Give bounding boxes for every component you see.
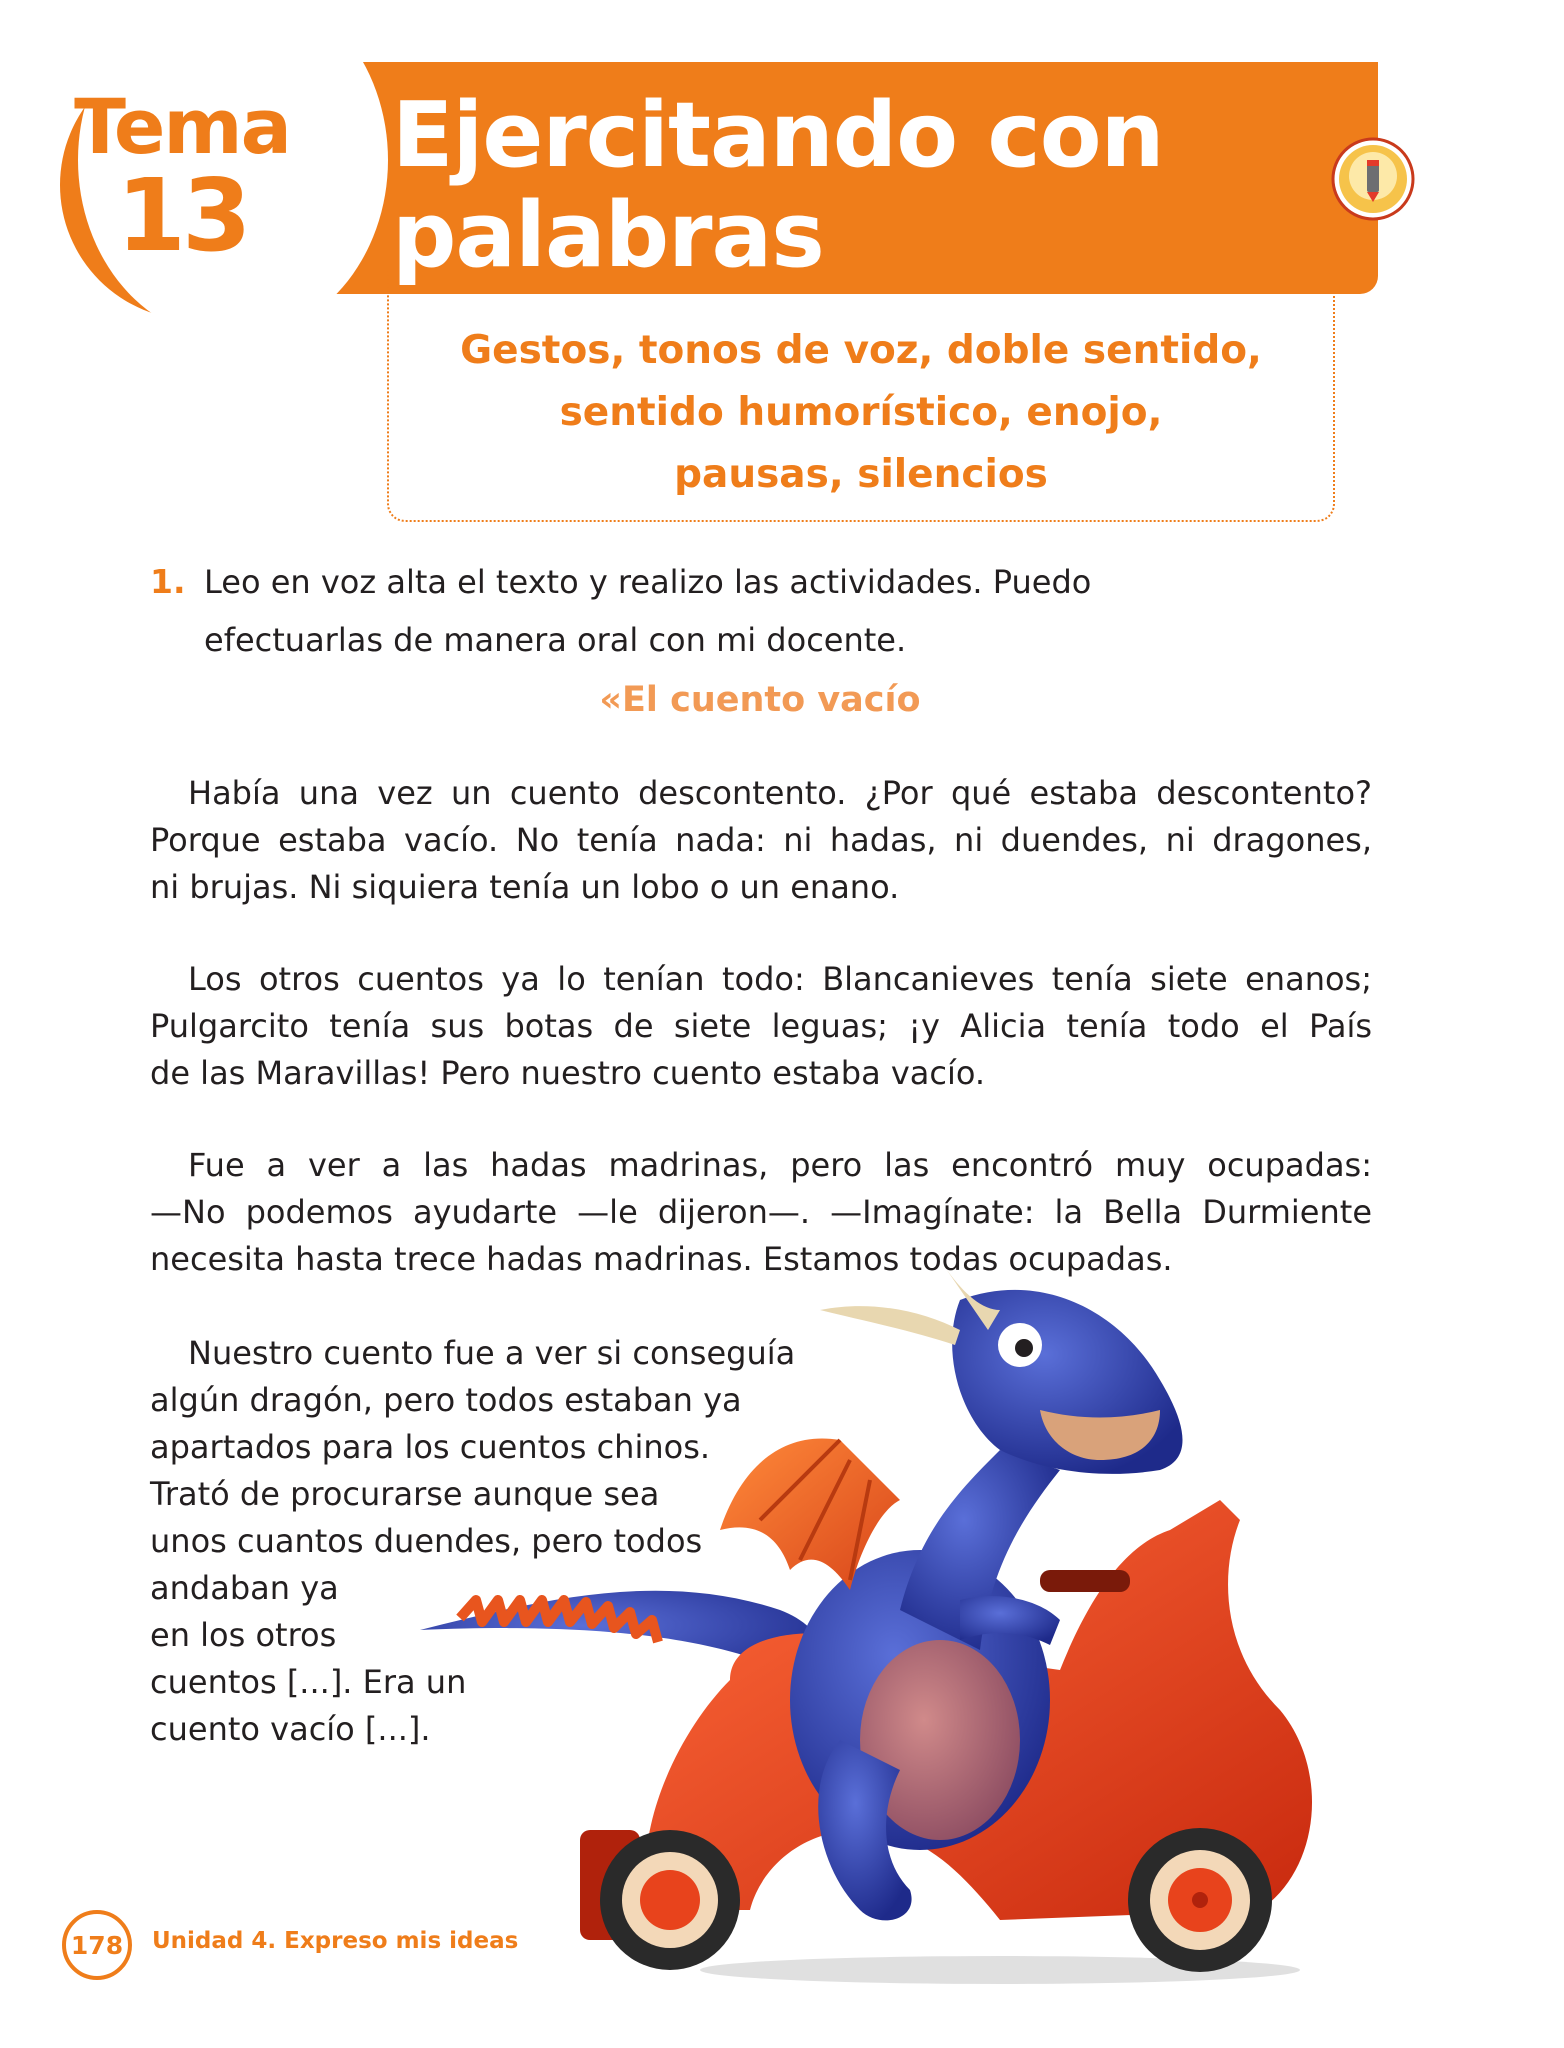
- paragraph-4-line: Trató de procurarse aunque sea: [150, 1475, 660, 1513]
- tema-label: Tema: [74, 82, 290, 171]
- paragraph-2: [150, 956, 1372, 1097]
- paragraph-line: —No podemos ayudarte —le dijeron—. —Imagínate: la Bella Durmiente: [150, 1193, 1372, 1231]
- page-title-line2: palabras: [392, 183, 824, 288]
- activity-number: 1.: [150, 562, 186, 601]
- subtitle-line3: pausas, silencios: [674, 452, 1048, 497]
- paragraph-line: Pulgarcito tenía sus botas de siete leguas; ¡y Alicia tenía todo el País: [150, 1007, 1372, 1045]
- paragraph-4-line: cuentos [...]. Era un: [150, 1663, 467, 1701]
- paragraph-line: Porque estaba vacío. No tenía nada: ni hadas, ni duendes, ni dragones,: [150, 821, 1372, 859]
- paragraph-4-line: cuento vacío [...].: [150, 1710, 431, 1748]
- paragraph-4-line: apartados para los cuentos chinos.: [150, 1428, 711, 1466]
- story-title: «El cuento vacío: [599, 680, 921, 720]
- subtitle-line1: Gestos, tonos de voz, doble sentido,: [460, 328, 1262, 373]
- paragraph-line: ni brujas. Ni siquiera tenía un lobo o un enano.: [150, 868, 900, 906]
- lightbulb-pencil-icon: [1330, 136, 1416, 222]
- paragraph-line: Había una vez un cuento descontento. ¿Por qué estaba descontento?: [188, 774, 1372, 812]
- page-number: 178: [62, 1910, 132, 1980]
- tema-number: 13: [116, 157, 248, 274]
- instruction-line1: Leo en voz alta el texto y realizo las actividades. Puedo: [204, 563, 1092, 601]
- paragraph-line: Los otros cuentos ya lo tenían todo: Blancanieves tenía siete enanos;: [188, 960, 1372, 998]
- paragraph-4-line: unos cuantos duendes, pero todos: [150, 1522, 703, 1560]
- paragraph-4-line: Nuestro cuento fue a ver si conseguía: [188, 1334, 796, 1372]
- page-title: [392, 83, 1252, 288]
- paragraph-1: [150, 770, 1372, 911]
- paragraph-3: [150, 1142, 1372, 1283]
- paragraph-line: de las Maravillas! Pero nuestro cuento estaba vacío.: [150, 1054, 986, 1092]
- paragraph-4-line: algún dragón, pero todos estaban ya: [150, 1381, 742, 1419]
- paragraph-4-line: en los otros: [150, 1616, 337, 1654]
- paragraph-4-line: andaban ya: [150, 1569, 339, 1607]
- instruction-line2: efectuarlas de manera oral con mi docente.: [204, 621, 907, 659]
- paragraph-line: Fue a ver a las hadas madrinas, pero las encontró muy ocupadas:: [188, 1146, 1372, 1184]
- unit-label: Unidad 4. Expreso mis ideas: [152, 1928, 519, 1954]
- page-title-line1: Ejercitando con: [392, 83, 1164, 188]
- paragraph-line: necesita hasta trece hadas madrinas. Estamos todas ocupadas.: [150, 1240, 1173, 1278]
- subtitle-line2: sentido humorístico, enojo,: [559, 390, 1163, 435]
